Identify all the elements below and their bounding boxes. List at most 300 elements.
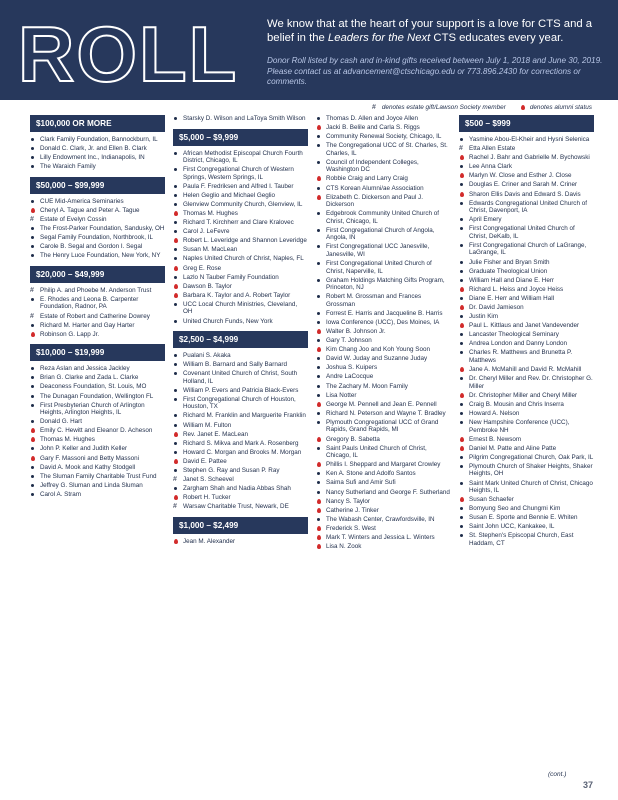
- donor-item: [459, 419, 594, 434]
- donor-name: Andrea London and Danny London: [469, 340, 568, 348]
- tier-heading: $500 – $999: [459, 115, 594, 132]
- bullet-icon: [459, 226, 465, 232]
- bullet-icon: [173, 116, 179, 122]
- donor-name: Richard M. Franklin and Marguerite Franklin: [183, 412, 306, 420]
- bullet-icon: [459, 201, 465, 207]
- donor-name: Forrest E. Harris and Jacqueline B. Harris: [326, 309, 443, 317]
- bullet-icon: [459, 533, 465, 539]
- donor-item: [30, 331, 165, 339]
- donor-item: [316, 364, 451, 372]
- donor-item: [30, 418, 165, 426]
- donor-item: [316, 392, 451, 400]
- donor-item: [173, 283, 308, 291]
- tier-heading: $1,000 – $2,499: [173, 517, 308, 534]
- donor-item: [173, 292, 308, 300]
- donor-name: Gregory B. Sabetta: [326, 435, 380, 443]
- alumni-drop-icon: [173, 211, 179, 217]
- donor-item: [459, 225, 594, 240]
- donor-item: [459, 401, 594, 409]
- donor-item: [316, 133, 451, 141]
- header-banner: [0, 0, 618, 100]
- donor-item: [173, 246, 308, 254]
- bullet-icon: [316, 311, 322, 317]
- alumni-drop-icon: [173, 266, 179, 272]
- donor-name: Glenview Community Church, Glenview, IL: [183, 200, 303, 208]
- alumni-drop-icon: [316, 508, 322, 514]
- donor-name: Edwards Congregational United Church of Christ, Davenport, IA: [469, 199, 587, 215]
- donor-name: Robinson G. Lapp Jr.: [40, 330, 100, 338]
- donor-name: The Dunagan Foundation, Wellington FL: [40, 392, 154, 400]
- donor-name: Paula F. Fredriksen and Alfred I. Tauber: [183, 182, 294, 190]
- donor-item: [459, 532, 594, 547]
- donor-item: [173, 370, 308, 385]
- donor-item: [173, 274, 308, 282]
- donor-name: Howard C. Morgan and Brooks M. Morgan: [183, 448, 302, 456]
- bullet-icon: [459, 376, 465, 382]
- donor-name: Ernest B. Newsom: [469, 435, 522, 443]
- donor-item: [173, 467, 308, 475]
- donor-name: Ken A. Stone and Adolfo Santos: [326, 470, 416, 478]
- donor-item: [173, 396, 308, 411]
- donor-name: Lisa N. Zook: [326, 543, 362, 551]
- bullet-icon: [30, 323, 36, 329]
- alumni-drop-icon: [520, 105, 526, 111]
- donor-item: [316, 260, 451, 275]
- donor-item: [459, 259, 594, 267]
- donor-item: [173, 422, 308, 430]
- donor-name: Elizabeth C. Dickerson and Paul J. Dickerson: [326, 193, 423, 209]
- donor-name: Jeffrey G. Sluman and Linda Sluman: [40, 481, 143, 489]
- donor-item: [459, 172, 594, 180]
- donor-name: Daniel M. Patte and Aline Patte: [469, 444, 557, 452]
- bullet-icon: [173, 450, 179, 456]
- donor-name: Rachel J. Bahr and Gabrielle M. Bychowski: [469, 154, 590, 162]
- donor-name: Donald C. Clark, Jr. and Ellen B. Clark: [40, 145, 147, 153]
- giving-tier-section: [30, 266, 165, 338]
- donor-item: [459, 163, 594, 171]
- donor-item: [459, 392, 594, 400]
- donor-item: [173, 449, 308, 457]
- donor-name: Nancy Sutherland and George F. Sutherland: [326, 488, 450, 496]
- bullet-icon: [459, 217, 465, 223]
- donor-item: [30, 234, 165, 242]
- donor-name: Richard N. Peterson and Wayne T. Bradley: [326, 409, 446, 417]
- donor-item: [316, 310, 451, 318]
- donor-item: [30, 243, 165, 251]
- donor-item: [316, 142, 451, 157]
- donor-item: [173, 265, 308, 273]
- donor-name: Frederick S. West: [326, 524, 376, 532]
- bullet-icon: [316, 278, 322, 284]
- donor-name: CTS Korean Alumni/ae Association: [326, 184, 424, 192]
- donor-name: Robbie Craig and Larry Craig: [326, 175, 408, 183]
- alumni-drop-icon: [459, 437, 465, 443]
- bullet-icon: [316, 338, 322, 344]
- donor-item: [459, 313, 594, 321]
- giving-tier-section: [173, 115, 308, 123]
- alumni-drop-icon: [459, 155, 465, 161]
- donor-item: [173, 219, 308, 227]
- bullet-icon: [316, 420, 322, 426]
- donor-name: Estate of Robert and Catherine Dowrey: [40, 312, 150, 320]
- bullet-icon: [459, 314, 465, 320]
- donor-name: Yasmine Abou-El-Kheir and Hysni Selenica: [469, 136, 590, 143]
- donor-item: [459, 331, 594, 339]
- bullet-icon: [30, 465, 36, 471]
- bullet-icon: [316, 480, 322, 486]
- bullet-icon: [316, 374, 322, 380]
- donor-item: [30, 383, 165, 391]
- donor-item: [316, 470, 451, 478]
- donor-name: William Hall and Diane E. Herr: [469, 276, 555, 284]
- donor-name: Robert M. Grossman and Frances Grossman: [326, 293, 422, 308]
- donor-name: Richard L. Heiss and Joyce Heiss: [469, 285, 564, 293]
- bullet-icon: [173, 151, 179, 157]
- bullet-icon: [459, 341, 465, 347]
- bullet-icon: [316, 228, 322, 234]
- donor-name: Richard M. Harter and Gay Harter: [40, 321, 135, 329]
- bullet-icon: [173, 256, 179, 262]
- donor-item: [173, 166, 308, 181]
- donor-item: [316, 410, 451, 418]
- bullet-icon: [173, 247, 179, 253]
- bullet-icon: [30, 419, 36, 425]
- donor-item: [30, 491, 165, 499]
- donor-name: David W. Juday and Suzanne Juday: [326, 355, 428, 363]
- donor-name: Rev. Janet E. MacLean: [183, 430, 248, 438]
- donor-item: [316, 436, 451, 444]
- donor-item: [459, 445, 594, 453]
- bullet-icon: [30, 155, 36, 161]
- donor-item: [316, 507, 451, 515]
- bullet-icon: [316, 244, 322, 250]
- donor-item: [316, 498, 451, 506]
- alumni-drop-icon: [173, 293, 179, 299]
- alumni-drop-icon: [30, 208, 36, 214]
- bullet-icon: [30, 384, 36, 390]
- donor-columns: [30, 115, 600, 780]
- legend: [372, 104, 592, 111]
- bullet-icon: [459, 411, 465, 417]
- bullet-icon: [173, 167, 179, 173]
- donor-item: [173, 503, 308, 511]
- donor-name: UCC Local Church Ministries, Cleveland, OH: [183, 300, 298, 316]
- donor-item: [173, 458, 308, 466]
- donor-name: Jean M. Alexander: [183, 537, 236, 545]
- donor-item: [173, 115, 308, 123]
- bullet-icon: [30, 253, 36, 259]
- donor-name: Carole B. Segal and Gordon I. Segal: [40, 243, 143, 251]
- donor-name: Robert H. Tucker: [183, 494, 231, 502]
- donor-item: [316, 461, 451, 469]
- donor-name: David A. Mook and Kathy Stodgell: [40, 463, 136, 471]
- bullet-icon: [173, 441, 179, 447]
- donor-name: April Emery: [469, 216, 502, 224]
- donor-name: Thomas M. Hughes: [183, 209, 238, 217]
- bullet-icon: [173, 362, 179, 368]
- donor-name: Pualani S. Akaka: [183, 352, 231, 359]
- legend-alumni: denotes alumni status: [529, 104, 592, 111]
- alumni-drop-icon: [316, 329, 322, 335]
- donor-item: [459, 191, 594, 199]
- bullet-icon: [30, 137, 36, 143]
- alumni-drop-icon: [316, 526, 322, 532]
- bullet-icon: [459, 350, 465, 356]
- donor-item: [459, 505, 594, 513]
- donor-item: [173, 192, 308, 200]
- giving-tier-section: [316, 115, 451, 551]
- bullet-icon: [30, 366, 36, 372]
- donor-item: [459, 216, 594, 224]
- alumni-drop-icon: [316, 402, 322, 408]
- donor-item: [30, 287, 165, 295]
- bullet-icon: [459, 455, 465, 461]
- donor-name: Nancy S. Taylor: [326, 497, 370, 505]
- donor-name: United Church Funds, New York: [183, 317, 273, 325]
- tier-heading: $2,500 – $4,999: [173, 331, 308, 348]
- donor-item: [459, 496, 594, 504]
- bullet-icon: [316, 134, 322, 140]
- donor-item: [173, 228, 308, 236]
- bullet-icon: [173, 353, 179, 359]
- alumni-drop-icon: [173, 539, 179, 545]
- donor-item: [30, 374, 165, 382]
- donor-item: [459, 523, 594, 531]
- bullet-icon: [459, 332, 465, 338]
- column-4: [459, 115, 594, 553]
- page-number: 37: [583, 780, 594, 790]
- bullet-icon: [173, 319, 179, 325]
- giving-tier-section: [173, 517, 308, 546]
- donor-name: Segal Family Foundation, Northbrook, IL: [40, 234, 154, 242]
- donor-name: Saima Sufi and Amir Sufi: [326, 479, 396, 487]
- donor-name: Deaconess Foundation, St. Louis, MO: [40, 383, 147, 391]
- giving-tier-section: [459, 115, 594, 547]
- donor-name: Howard A. Nelson: [469, 409, 520, 417]
- bullet-icon: [30, 474, 36, 480]
- alumni-drop-icon: [459, 446, 465, 452]
- donor-name: Susan E. Sporte and Bennie E. Whiten: [469, 514, 578, 522]
- donor-list: [173, 115, 308, 123]
- bullet-icon: [30, 146, 36, 152]
- bullet-icon: [316, 116, 322, 122]
- donor-item: [316, 401, 451, 409]
- donor-item: [316, 227, 451, 242]
- donor-item: [173, 387, 308, 395]
- donor-name: Brian G. Clarke and Zada L. Clarke: [40, 374, 139, 382]
- estate-gift-icon: [459, 146, 465, 152]
- donor-item: [30, 482, 165, 490]
- alumni-drop-icon: [459, 367, 465, 373]
- estate-gift-icon: [30, 217, 36, 223]
- alumni-drop-icon: [30, 332, 36, 338]
- alumni-drop-icon: [316, 176, 322, 182]
- donor-name: Kim Chang Joo and Koh Young Soon: [326, 346, 430, 354]
- donor-name: Gary F. Massoni and Betty Massoni: [40, 454, 140, 462]
- donor-name: First Congregational UCC Janesville, Janesville, WI: [326, 243, 430, 258]
- bullet-icon: [459, 269, 465, 275]
- donor-name: Charles R. Matthews and Brunetta P. Matthews: [469, 349, 573, 364]
- bullet-icon: [459, 481, 465, 487]
- bullet-icon: [30, 164, 36, 170]
- donor-item: [459, 154, 594, 162]
- tier-heading: $20,000 – $49,999: [30, 266, 165, 283]
- alumni-drop-icon: [316, 544, 322, 550]
- bullet-icon: [459, 182, 465, 188]
- bullet-icon: [316, 490, 322, 496]
- tier-heading: $10,000 – $19,999: [30, 344, 165, 361]
- bullet-icon: [316, 261, 322, 267]
- donor-name: The Sluman Family Charitable Trust Fund: [40, 472, 157, 480]
- bullet-icon: [459, 420, 465, 426]
- donor-item: [459, 375, 594, 390]
- bullet-icon: [173, 302, 179, 308]
- alumni-drop-icon: [316, 347, 322, 353]
- donor-item: [30, 393, 165, 401]
- donor-item: [316, 124, 451, 132]
- bullet-icon: [30, 297, 36, 303]
- donor-name: Phillis I. Sheppard and Margaret Crowley: [326, 461, 441, 469]
- donor-item: [30, 145, 165, 153]
- donor-item: [30, 365, 165, 373]
- donor-name: Thomas D. Allen and Joyce Allen: [326, 115, 419, 122]
- donor-name: Saint Pauls United Church of Christ, Chicago, IL: [326, 444, 427, 460]
- donor-item: [459, 436, 594, 444]
- donor-name: Donald G. Hart: [40, 418, 82, 426]
- donor-item: [173, 318, 308, 326]
- donor-item: [173, 412, 308, 420]
- donor-item: [173, 440, 308, 448]
- bullet-icon: [316, 211, 322, 217]
- donor-name: Paul L. Kittlaus and Janet Vandevender: [469, 322, 580, 330]
- bullet-icon: [316, 384, 322, 390]
- donor-list: [30, 136, 165, 171]
- donor-item: [316, 159, 451, 174]
- donor-name: Graduate Theological Union: [469, 267, 548, 275]
- donor-name: William M. Fulton: [183, 421, 232, 429]
- donor-name: Greg E. Rose: [183, 264, 222, 272]
- alumni-drop-icon: [459, 497, 465, 503]
- column-3: [316, 115, 451, 557]
- donor-item: [459, 322, 594, 330]
- donor-name: African Methodist Episcopal Church Fourth District, Chicago, IL: [183, 149, 303, 164]
- tier-heading: $50,000 – $99,999: [30, 177, 165, 194]
- donor-name: First Congregational Church of Houston, Houston, TX: [183, 395, 296, 411]
- alumni-drop-icon: [316, 195, 322, 201]
- bullet-icon: [459, 515, 465, 521]
- donor-item: [30, 402, 165, 417]
- donor-name: Plymouth Church of Shaker Heights, Shaker Heights, OH: [469, 462, 593, 478]
- giving-tier-section: [173, 331, 308, 511]
- donor-name: Diane E. Herr and William Hall: [469, 294, 555, 302]
- bullet-icon: [316, 186, 322, 192]
- bullet-icon: [316, 320, 322, 326]
- donor-item: [30, 455, 165, 463]
- donor-name: Zargham Shah and Nadia Abbas Shah: [183, 485, 291, 493]
- alumni-drop-icon: [30, 456, 36, 462]
- giving-tier-section: [30, 177, 165, 260]
- donor-name: Richard T. Kirchherr and Clare Kralovec: [183, 219, 294, 227]
- donor-name: Marlyn W. Close and Esther J. Close: [469, 172, 572, 180]
- donor-name: First Congregational United Church of Christ, DeKalb, IL: [469, 225, 575, 240]
- bullet-icon: [173, 388, 179, 394]
- donor-item: [30, 436, 165, 444]
- alumni-drop-icon: [30, 437, 36, 443]
- bullet-icon: [173, 397, 179, 403]
- donor-item: [459, 145, 594, 153]
- continued-note: (cont.): [548, 771, 567, 778]
- alumni-drop-icon: [459, 192, 465, 198]
- donor-list: [173, 538, 308, 546]
- donor-item: [316, 445, 451, 460]
- bullet-icon: [173, 275, 179, 281]
- donor-name: St. Stephen's Episcopal Church, East Haddam, CT: [469, 532, 574, 547]
- donor-item: [173, 361, 308, 369]
- donor-name: E. Rhodes and Leona B. Carpenter Foundation, Radnor, PA: [40, 295, 139, 311]
- bullet-icon: [459, 296, 465, 302]
- donor-name: First Congregational Church of Western Springs, Western Springs, IL: [183, 166, 294, 181]
- donor-name: Susan M. MacLean: [183, 246, 238, 254]
- alumni-drop-icon: [173, 432, 179, 438]
- donor-item: [173, 201, 308, 209]
- donor-item: [316, 115, 451, 123]
- donor-list: [30, 198, 165, 260]
- donor-name: Robert L. Leveridge and Shannon Leveridge: [183, 237, 307, 245]
- donor-item: [459, 268, 594, 276]
- bullet-icon: [459, 278, 465, 284]
- donor-item: [30, 163, 165, 171]
- bullet-icon: [173, 193, 179, 199]
- donor-name: Starsky D. Wilson and LaToya Smith Wilson: [183, 115, 306, 122]
- donor-name: Naples United Church of Christ, Naples, FL: [183, 255, 304, 263]
- bullet-icon: [30, 244, 36, 250]
- bullet-icon: [173, 229, 179, 235]
- donor-item: [30, 464, 165, 472]
- donor-name: Julie Fisher and Bryan Smith: [469, 258, 550, 266]
- donor-name: Andre LaCocque: [326, 373, 374, 381]
- giving-tier-section: [30, 344, 165, 498]
- donor-name: Dawson B. Taylor: [183, 282, 232, 290]
- donor-item: [316, 419, 451, 434]
- donor-name: Janet S. Scheevel: [183, 476, 234, 484]
- bullet-icon: [173, 202, 179, 208]
- bullet-icon: [173, 371, 179, 377]
- donor-item: [173, 150, 308, 165]
- donor-name: Lazlo N Tauber Family Foundation: [183, 273, 279, 281]
- bullet-icon: [173, 184, 179, 190]
- donor-item: [316, 373, 451, 381]
- donor-item: [30, 207, 165, 215]
- bullet-icon: [316, 160, 322, 166]
- donor-item: [316, 185, 451, 193]
- donor-item: [459, 349, 594, 364]
- alumni-drop-icon: [173, 238, 179, 244]
- donor-name: Lee Anna Clark: [469, 163, 513, 171]
- donor-list: [173, 150, 308, 326]
- donor-name: First Congregational Church of Angola, Angola, IN: [326, 226, 435, 242]
- donor-item: [173, 431, 308, 439]
- intro-text: We know that at the heart of your support is a love for CTS and a belief in the Leaders for the Next CTS educates every year.: [267, 18, 593, 44]
- alumni-drop-icon: [316, 535, 322, 541]
- alumni-drop-icon: [30, 428, 36, 434]
- bullet-icon: [459, 137, 465, 143]
- donor-name: Carol A. Stram: [40, 490, 81, 498]
- donor-item: [173, 352, 308, 360]
- donor-item: [316, 337, 451, 345]
- donor-name: First Congregational United Church of Christ, Naperville, IL: [326, 260, 432, 275]
- donor-name: Dr. Cheryl Miller and Rev. Dr. Christopher G. Miller: [469, 375, 593, 390]
- donor-item: [459, 295, 594, 303]
